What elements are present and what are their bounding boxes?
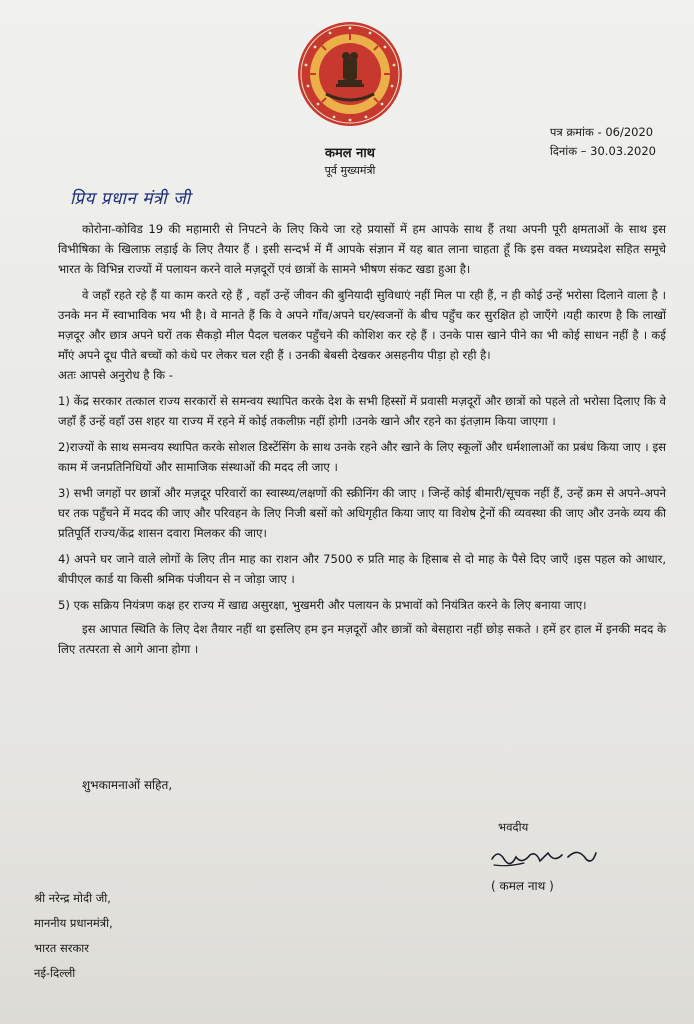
addressee-line: भारत सरकार: [34, 941, 89, 955]
request-point-4: 4) अपने घर जाने वाले लोगों के लिए तीन माह का राशन और 7500 रु प्रति माह के हिसाब से दो माह के पैसे दिए जाएँ ।इस पहल को आधार, बीपीएल कार्ड या किसी श्रमिक पंजीयन से न जोड़ा जाए ।: [58, 552, 666, 586]
signatory-name: ( कमल नाथ ): [491, 879, 554, 893]
sender-name: कमल नाथ: [325, 146, 375, 161]
request-intro: अतः आपसे अनुरोध है कि -: [58, 368, 173, 382]
sender-title: पूर्व मुख्यमंत्री: [324, 164, 376, 177]
salutation: प्रिय प्रधान मंत्री जी: [70, 189, 191, 209]
paragraph-context: कोरोना-कोविड 19 की महामारी से निपटने के लिए किये जा रहे प्रयासों में हम आपके साथ हैं तथा अपनी पूरी क्षमताओं के साथ इस विभीषिका के खिलाफ़ लड़ाई के लिए तैयार हैं । इसी सन्दर्भ में मैं आपके संज्ञान में यह बात लाना चाहता हूँ कि इस वक्त मध्यप्रदेश सहित समूचे भारत के विभिन्न राज्यों में पलायन करने वाले मज़दूरों एवं छात्रों के सामने भीषण संकट खडा हुआ है।: [58, 222, 666, 276]
letter-reference: [550, 123, 656, 161]
addressee-line: नई-दिल्ली: [34, 966, 76, 980]
madhya-pradesh-state-emblem-icon: [296, 20, 404, 128]
request-point-3: 3) सभी जगहों पर छात्रों और मज़दूर परिवारों का स्वास्थ्य/लक्षणों की स्क्रीनिंग की जाए । जिन्हें कोई बीमारी/सूचक नहीं हैं, उन्हें क्रम से अपने-अपने घर तक पहुँचने में मदद की जाए और परिवहन के लिए निजी बसों को अधिगृहीत किया जाए या विशेष ट्रेनों की व्यवस्था की जाए और उनके व्यय की प्रतिपूर्ति राज्य/केंद्र शासन दवारा मिलकर की जाए।: [58, 486, 666, 540]
paragraph-situation: वे जहाँ रहते रहे हैं या काम करते रहे हैं , वहाँ उन्हें जीवन की बुनियादी सुविधाएं नहीं मिल पा रही हैं, न ही कोई उन्हें भरोसा दिलाने वाला है । उनके मन में स्वाभाविक भय भी है। वे मानते हैं कि वे अपने गाँव/अपने घर/स्वजनों के बीच पहुँच कर सुरक्षित हो जाएँगे ।यही कारण है कि लाखों मज़दूर और छात्र अपने घरों तक सैकड़ो मील पैदल चलकर पहुँचने की कोशिश कर रहे हैं । उनके पास खाने पीने का भी कोई साधन नहीं है । कई माँएं अपने दूध पीते बच्चों को कंधे पर लेकर चल रही हैं । उनकी बेबसी देखकर असहनीय पीड़ा हो रही है।: [58, 288, 666, 362]
request-point-5: 5) एक सक्रिय नियंत्रण कक्ष हर राज्य में खाद्य असुरक्षा, भुखमरी और पलायन के प्रभावों को नियंत्रित करने के लिए बनाया जाए।: [58, 598, 587, 612]
addressee-line: श्री नरेन्द्र मोदी जी,: [34, 891, 111, 905]
request-point-2: 2)राज्यों के साथ समन्वय स्थापित करके सोशल डिस्टेंसिंग के साथ उनके रहने और खाने के लिए स्कूलों और धर्मशालाओं का प्रबंध किया जाए । इस काम में जनप्रतिनिधियों और सामाजिक संस्थाओं की मदद ली जाए ।: [58, 440, 666, 474]
request-point-1: 1) केंद्र सरकार तत्काल राज्य सरकारों से समन्वय स्थापित करके देश के सभी हिस्सों में प्रवासी मज़दूरों और छात्रों को पहले तो भरोसा दिलाए कि वे जहाँ हैं उन्हें वहाँ उस शहर या राज्य में रहने में कोई तकलीफ़ नहीं होगी ।उनके खाने और रहने का इंतज़ाम किया जाएगा ।: [58, 394, 666, 428]
closing-paragraph: इस आपात स्थिति के लिए देश तैयार नहीं था इसलिए हम इन मज़दूरों और छात्रों को बेसहारा नहीं छोड़ सकते । हमें हर हाल में इनकी मदद के लिए तत्परता से आगे आना होगा ।: [58, 622, 666, 656]
addressee-line: माननीय प्रधानमंत्री,: [34, 916, 113, 930]
letter-date: दिनांक – 30.03.2020: [549, 144, 656, 158]
regards: शुभकामनाओं सहित,: [82, 778, 173, 792]
yours-faithfully: भवदीय: [498, 820, 529, 834]
letter-number: पत्र क्रमांक - 06/2020: [549, 125, 654, 139]
handwritten-signature-icon: [488, 845, 598, 873]
letter-body: [58, 219, 666, 659]
addressee-block: [34, 886, 113, 986]
